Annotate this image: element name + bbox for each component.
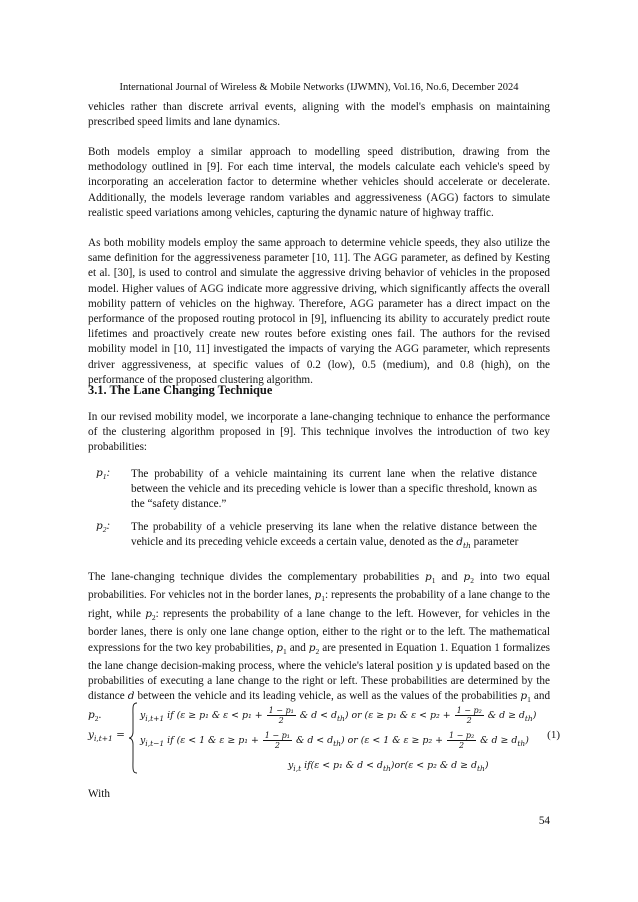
paragraph-1: Both models employ a similar approach to modelling speed distribution, drawing from the methodology outlined in [9]. For each time interval, the models calculate each vehicle's speed by incorporating an acceleration factor to determine whether vehicles should accelerate or decelerate. Additionally, the models leverage random variables and aggressiveness (AGG) factors to simulate realistic speed variations among vehicles, capturing the dynamic nature of highway traffic. xyxy=(88,146,550,219)
dth-symbol: $d_{th}$ xyxy=(456,536,471,551)
paragraph-0: vehicles rather than discrete arrival events, aligning with the model's emphasis on maintaining prescribed speed limits and lane dynamics. xyxy=(88,101,550,129)
definition-term-p2: $p_2$: xyxy=(96,520,111,535)
definition-text-p2-main: The probability of a vehicle preserving its lane when the relative distance between the vehicle and its preceding vehicle exceeds a certain value, denoted as the xyxy=(131,521,537,549)
paragraph-4: The lane-changing technique divides the complementary probabilities $p_1$ and $p_2$ into two equal probabilities. For vehicles not in the border lanes, $p_1$: represents the probability of a lane change to the right, while $p_2$: represents the probability of a lane change to the left. However, for vehicles in the border lanes, there is only one lane change option, either to the right or to the left. The mathematical expressions for the two key probabilities, $p_1$ and $p_2$ are presented in Equation 1. Equation 1 formalizes the lane change decision-making process, where the vehicle's lateral position y is updated based on the probabilities of executing a lane change to the right or left. These probabilities are determined by the distance d between the vehicle and its leading vehicle, as well as the values of the probabilities $p_1$ and $p_2$. xyxy=(88,571,551,724)
page-number: 54 xyxy=(538,815,550,827)
paragraph-3: In our revised mobility model, we incorporate a lane-changing technique to enhance the performance of the clustering algorithm proposed in [9]. This technique involves the introduction of two key probabilities: xyxy=(88,411,550,454)
definition-text-p2-tail: parameter xyxy=(473,536,519,549)
equation-row-3: $y_{i,t}$ if(ε < p₁ & $d < d_{th})or(\varepsilon < p_2$ & $d \ge d_{th}$) xyxy=(288,760,489,773)
equation-lhs: $y_{i,t+1}$ = xyxy=(88,729,125,744)
section-heading: 3.1. The Lane Changing Technique xyxy=(88,383,273,397)
journal-header: International Journal of Wireless & Mobile Networks (IJWMN), Vol.16, No.6, December 2024 xyxy=(119,82,519,93)
definition-term-p1: $p_1$: xyxy=(96,467,111,482)
equation-row-1: $y_{i,t+1}$ if (ε ≥ p₁ & ε < p₁ + $\frac{\text{1 − p₁}}{2}$ & $d < d_{th}$) or (ε ≥ p₁ & ε < p₂ + $\frac{\text{1 − p₂}}{2}$ & $d \ge d_{th}$) xyxy=(140,706,537,725)
paragraph-2: As both mobility models employ the same approach to determine vehicle speeds, they also utilize the same definition for the aggressiveness parameter [10, 11]. The AGG parameter, as defined by Kesting et al. [30], is used to control and simulate the aggressive driving behavior of vehicles in the proposed model. Higher values of AGG indicate more aggressive driving, which significantly affects the overall mobility pattern of vehicles on the highway. Therefore, AGG parameter has a direct impact on the performance of the proposed routing protocol in [9], influencing its ability to accurately predict route lifetimes and proactively create new routes before existing ones fail. The authors for the revised mobility model in [10, 11] investigated the impacts of varying the AGG parameter, which represents driver aggressiveness, at specific values of 0.2 (low), 0.5 (medium), and 0.8 (high), on the performance of the proposed clustering algorithm. xyxy=(88,237,550,386)
equation-brace xyxy=(128,702,138,774)
definition-text-p1: The probability of a vehicle maintaining its current lane when the relative distance between the vehicle and its preceding vehicle is lower than a specific threshold, known as the “safety distance.” xyxy=(131,468,537,511)
equation-number: (1) xyxy=(547,729,560,741)
equation-1 xyxy=(88,702,560,774)
equation-row-2: $y_{i,t-1}$ if (ε < 1 & ε ≥ p₁ + $\frac{\text{1 − p₁}}{2}$ & $d < d_{th}$) or (ε < 1 & ε ≥ p₂ + $\frac{\text{1 − p₂}}{2}$ & $d \ge d_{th}$) xyxy=(140,731,529,750)
with-text: With xyxy=(88,788,110,800)
definition-text-p2 xyxy=(131,520,537,554)
